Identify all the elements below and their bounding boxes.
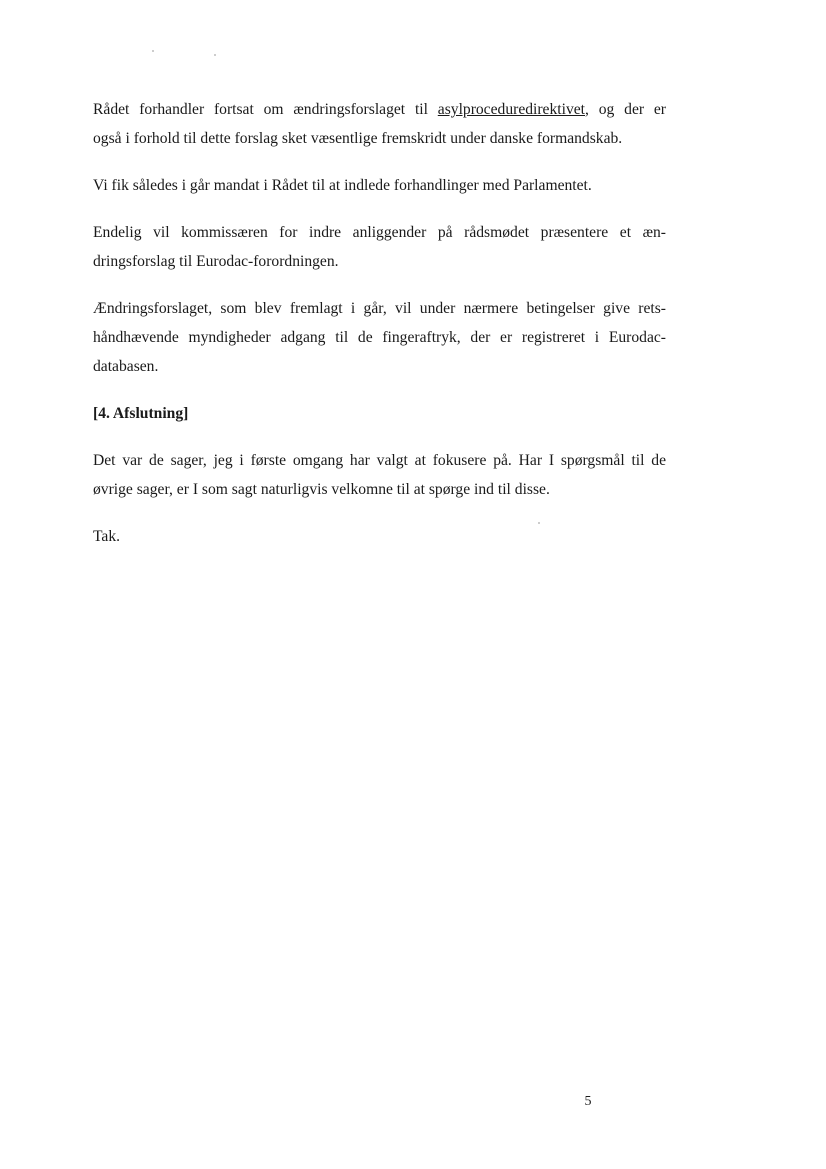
paragraph-asylum-procedure — [93, 95, 666, 153]
text-line: Vi fik således i går mandat i Rådet til at indlede forhandlinger med Parlamentet. — [93, 177, 592, 194]
text-line: håndhævende myndigheder adgang til de fingeraftryk, der er registreret i Eurodac- — [93, 329, 666, 346]
text-line: Tak. — [93, 528, 121, 545]
paragraph-closing — [93, 446, 666, 504]
paragraph-amendment — [93, 294, 666, 381]
text-line: Ændringsforslaget, som blev fremlagt i går, vil under nærmere betingelser give rets- — [93, 300, 666, 317]
scan-speck — [152, 50, 154, 52]
text-line: Rådet forhandler fortsat om ændringsforslaget til asylproceduredirektivet, og der er — [93, 101, 666, 118]
text-line: også i forhold til dette forslag sket væsentlige fremskridt under danske formandskab. — [93, 130, 623, 147]
scan-speck — [214, 54, 216, 56]
text-line: øvrige sager, er I som sagt naturligvis velkomne til at spørge ind til disse. — [93, 481, 550, 498]
paragraph-eurodac-presentation — [93, 218, 666, 276]
section-heading: [4. Afslutning] — [93, 405, 189, 422]
paragraph-thanks — [93, 522, 666, 551]
text-line: databasen. — [93, 358, 159, 375]
text-line: Det var de sager, jeg i første omgang har valgt at fokusere på. Har I spørgsmål til de — [93, 452, 666, 469]
page-number: 5 — [584, 1094, 592, 1109]
text-line: dringsforslag til Eurodac-forordningen. — [93, 253, 339, 270]
asylproceduredirektivet-link: asylproceduredirektivet — [437, 101, 585, 118]
document-body — [93, 95, 666, 569]
text-line: Endelig vil kommissæren for indre anliggender på rådsmødet præsentere et æn- — [93, 224, 666, 241]
paragraph-mandate — [93, 171, 666, 200]
